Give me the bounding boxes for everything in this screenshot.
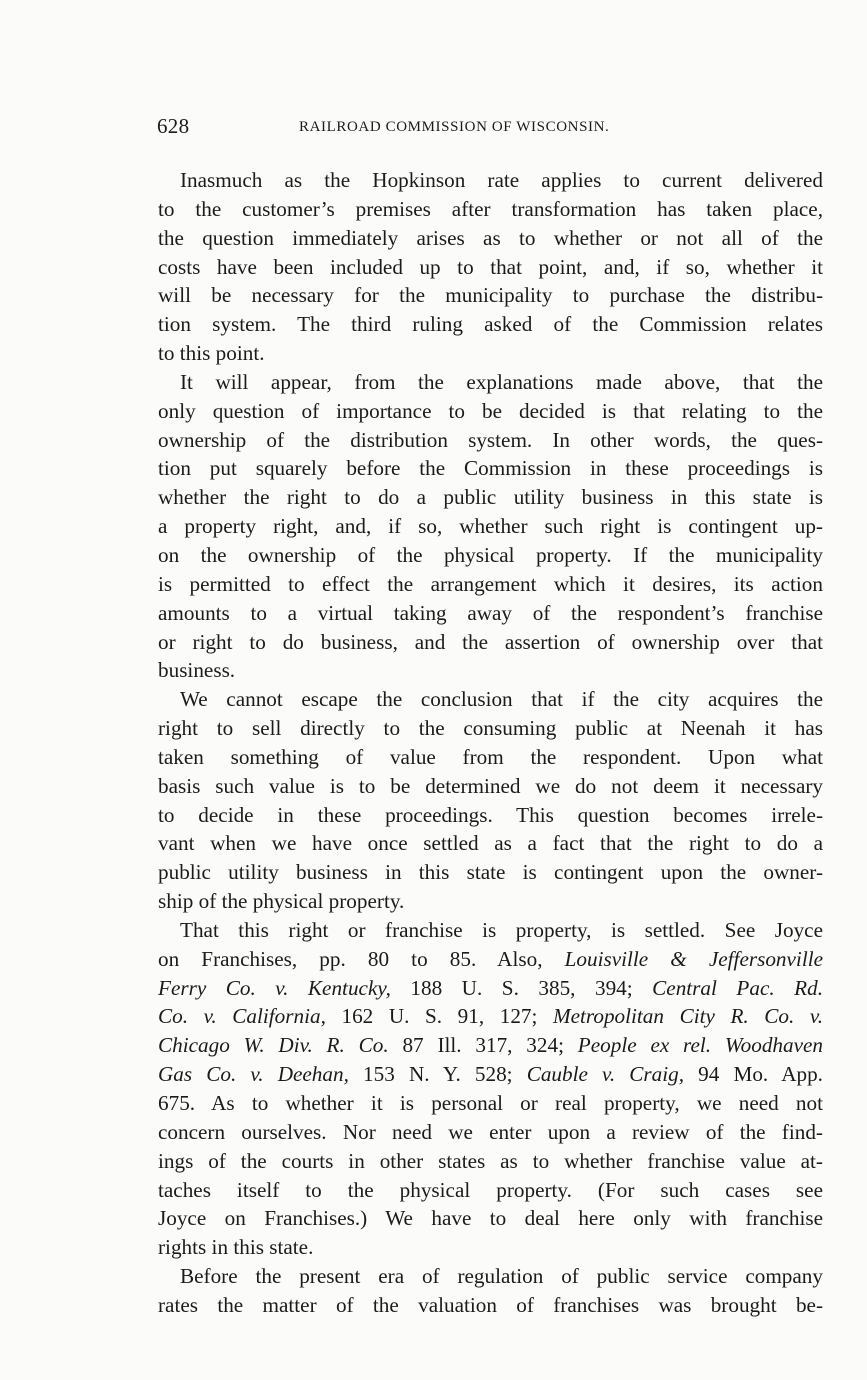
case-citation: Chicago W. Div. R. Co. (158, 1033, 389, 1058)
text-line: on the ownership of the physical property. If the municipality (158, 542, 823, 567)
body-text (158, 166, 823, 1320)
text-line: Ferry Co. v. Kentucky, 188 U. S. 385, 394; Central Pac. Rd. (158, 975, 823, 1000)
text-line: We cannot escape the conclusion that if the city acquires the (180, 687, 823, 712)
text-line: tion system. The third ruling asked of the Commission relates (158, 312, 823, 337)
text-line: It will appear, from the explanations made above, that the (180, 369, 823, 394)
text-line: amounts to a virtual taking away of the respondent’s franchise (158, 600, 823, 625)
text-line: to the customer’s premises after transformation has taken place, (158, 196, 823, 221)
text-line: whether the right to do a public utility business in this state is (158, 485, 823, 510)
text-line: right to sell directly to the consuming public at Neenah it has (158, 716, 823, 741)
case-citation: People ex rel. Woodhaven (577, 1033, 823, 1058)
text-line: Inasmuch as the Hopkinson rate applies to current delivered (180, 168, 823, 192)
text-line: That this right or franchise is property, is settled. See Joyce (180, 917, 823, 942)
text-line: basis such value is to be determined we do not deem it necessary (158, 773, 823, 798)
text-line: ings of the courts in other states as to whether franchise value at- (158, 1148, 823, 1173)
page-header (157, 114, 667, 144)
text-line: ship of the physical property. (158, 889, 405, 914)
text-line: 675. As to whether it is personal or real property, we need not (158, 1091, 823, 1115)
text-line: ownership of the distribution system. In other words, the ques- (158, 427, 823, 452)
case-citation: Metropolitan City R. Co. v. (552, 1004, 823, 1029)
paragraph-1 (158, 166, 823, 368)
paragraph-4 (158, 916, 823, 1262)
text-line: is permitted to effect the arrangement which it desires, its action (158, 571, 823, 596)
paragraph-2 (158, 368, 823, 685)
case-citation: Central Pac. Rd. (652, 975, 823, 1000)
paragraph-5 (158, 1262, 823, 1320)
case-citation: Ferry Co. v. Kentucky, (158, 975, 391, 1000)
text-line: costs have been included up to that point, and, if so, whether it (158, 254, 823, 279)
text-line: vant when we have once settled as a fact that the right to do a (158, 831, 823, 856)
running-title: RAILROAD COMMISSION OF WISCONSIN. (299, 119, 610, 135)
case-citation: Co. v. California, (158, 1004, 326, 1029)
page-number: 628 (157, 114, 190, 138)
paragraph-3 (158, 685, 823, 916)
text-line: rights in this state. (158, 1235, 314, 1260)
text-line: Gas Co. v. Deehan, 153 N. Y. 528; Cauble v. Craig, 94 Mo. App. (158, 1062, 823, 1087)
text-line: on Franchises, pp. 80 to 85. Also, Louisville & Jeffersonville (158, 946, 823, 971)
text-line: Before the present era of regulation of public service company (180, 1264, 823, 1289)
text-line: concern ourselves. Nor need we enter upon a review of the find- (158, 1119, 823, 1144)
text-line: will be necessary for the municipality to purchase the distribu- (158, 283, 823, 308)
text-line: or right to do business, and the assertion of ownership over that (158, 629, 823, 654)
text-line: a property right, and, if so, whether such right is contingent up- (158, 514, 823, 539)
text-line: rates the matter of the valuation of franchises was brought be- (158, 1292, 823, 1317)
text-line: taken something of value from the respondent. Upon what (158, 744, 823, 769)
text-line: Co. v. California, 162 U. S. 91, 127; Metropolitan City R. Co. v. (158, 1004, 823, 1029)
text-line: tion put squarely before the Commission in these proceedings is (158, 456, 823, 481)
text-line: to decide in these proceedings. This question becomes irrele- (158, 802, 823, 827)
text-line: Chicago W. Div. R. Co. 87 Ill. 317, 324; People ex rel. Woodhaven (158, 1033, 823, 1058)
text-line: the question immediately arises as to whether or not all of the (158, 225, 823, 250)
case-citation: Cauble v. Craig, (526, 1062, 685, 1087)
text-line: public utility business in this state is contingent upon the owner- (158, 860, 823, 885)
case-citation: Louisville & Jeffersonville (564, 946, 823, 971)
text-line: Joyce on Franchises.) We have to deal here only with franchise (158, 1206, 823, 1231)
text-line: only question of importance to be decided is that relating to the (158, 398, 823, 423)
text-line: to this point. (158, 341, 265, 366)
text-line: taches itself to the physical property. (For such cases see (158, 1177, 823, 1202)
case-citation: Gas Co. v. Deehan, (158, 1062, 349, 1087)
text-line: business. (158, 658, 236, 683)
